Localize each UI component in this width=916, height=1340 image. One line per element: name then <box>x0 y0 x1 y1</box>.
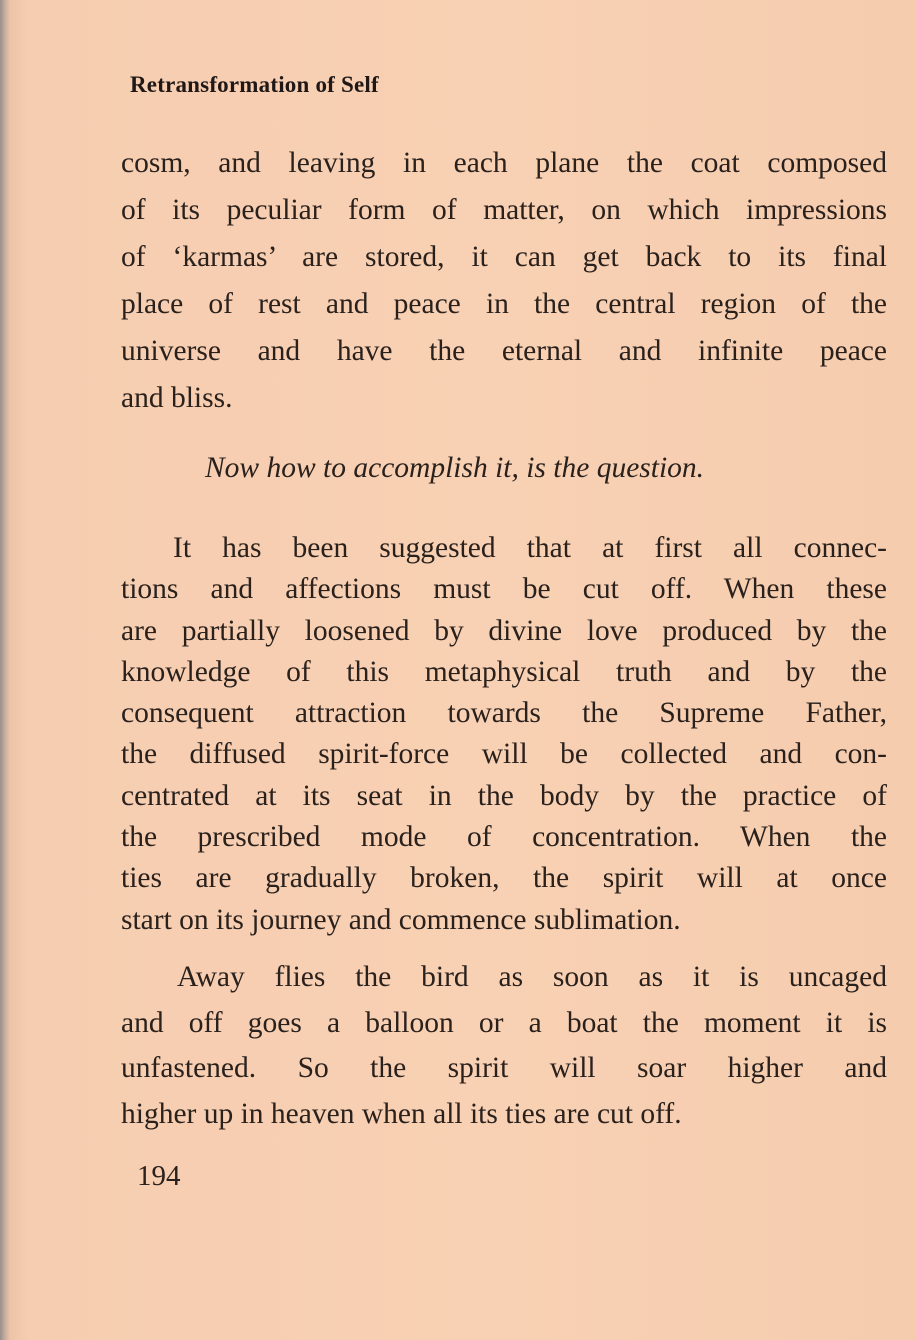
spine-shadow <box>0 0 10 1340</box>
text-line: the prescribed mode of concentration. When the <box>121 821 887 854</box>
paragraph-2 <box>121 528 887 941</box>
paragraph-3 <box>121 955 887 1137</box>
text-line: tions and affections must be cut off. When these <box>121 573 887 606</box>
italic-heading: Now how to accomplish it, is the question. <box>205 452 705 484</box>
text-line: cosm, and leaving in each plane the coat composed <box>121 147 887 179</box>
text-line: and off goes a balloon or a boat the moment it is <box>121 1006 887 1039</box>
text-line: It has been suggested that at first all connec- <box>173 532 887 564</box>
text-line: the diffused spirit-force will be collected and con- <box>121 738 887 771</box>
text-line: knowledge of this metaphysical truth and by the <box>121 655 887 688</box>
text-line: universe and have the eternal and infinite peace <box>121 335 887 367</box>
text-line: ties are gradually broken, the spirit will at once <box>121 862 887 895</box>
text-line: place of rest and peace in the central region of the <box>121 288 887 320</box>
text-line: unfastened. So the spirit will soar higher and <box>121 1052 887 1084</box>
text-line: start on its journey and commence sublimation. <box>121 903 681 936</box>
page-number: 194 <box>137 1160 181 1192</box>
text-line: of its peculiar form of matter, on which impressions <box>121 194 887 226</box>
text-line: higher up in heaven when all its ties are cut off. <box>121 1097 682 1130</box>
text-line: and bliss. <box>121 382 233 414</box>
paragraph-1 <box>121 140 887 422</box>
text-line: Away flies the bird as soon as it is uncaged <box>177 961 887 993</box>
running-head: Retransformation of Self <box>130 72 379 97</box>
text-line: are partially loosened by divine love produced by the <box>121 614 887 647</box>
text-line: of ‘karmas’ are stored, it can get back to its final <box>121 241 887 273</box>
text-line: consequent attraction towards the Supreme Father, <box>121 697 887 730</box>
text-line: centrated at its seat in the body by the practice of <box>121 779 887 812</box>
